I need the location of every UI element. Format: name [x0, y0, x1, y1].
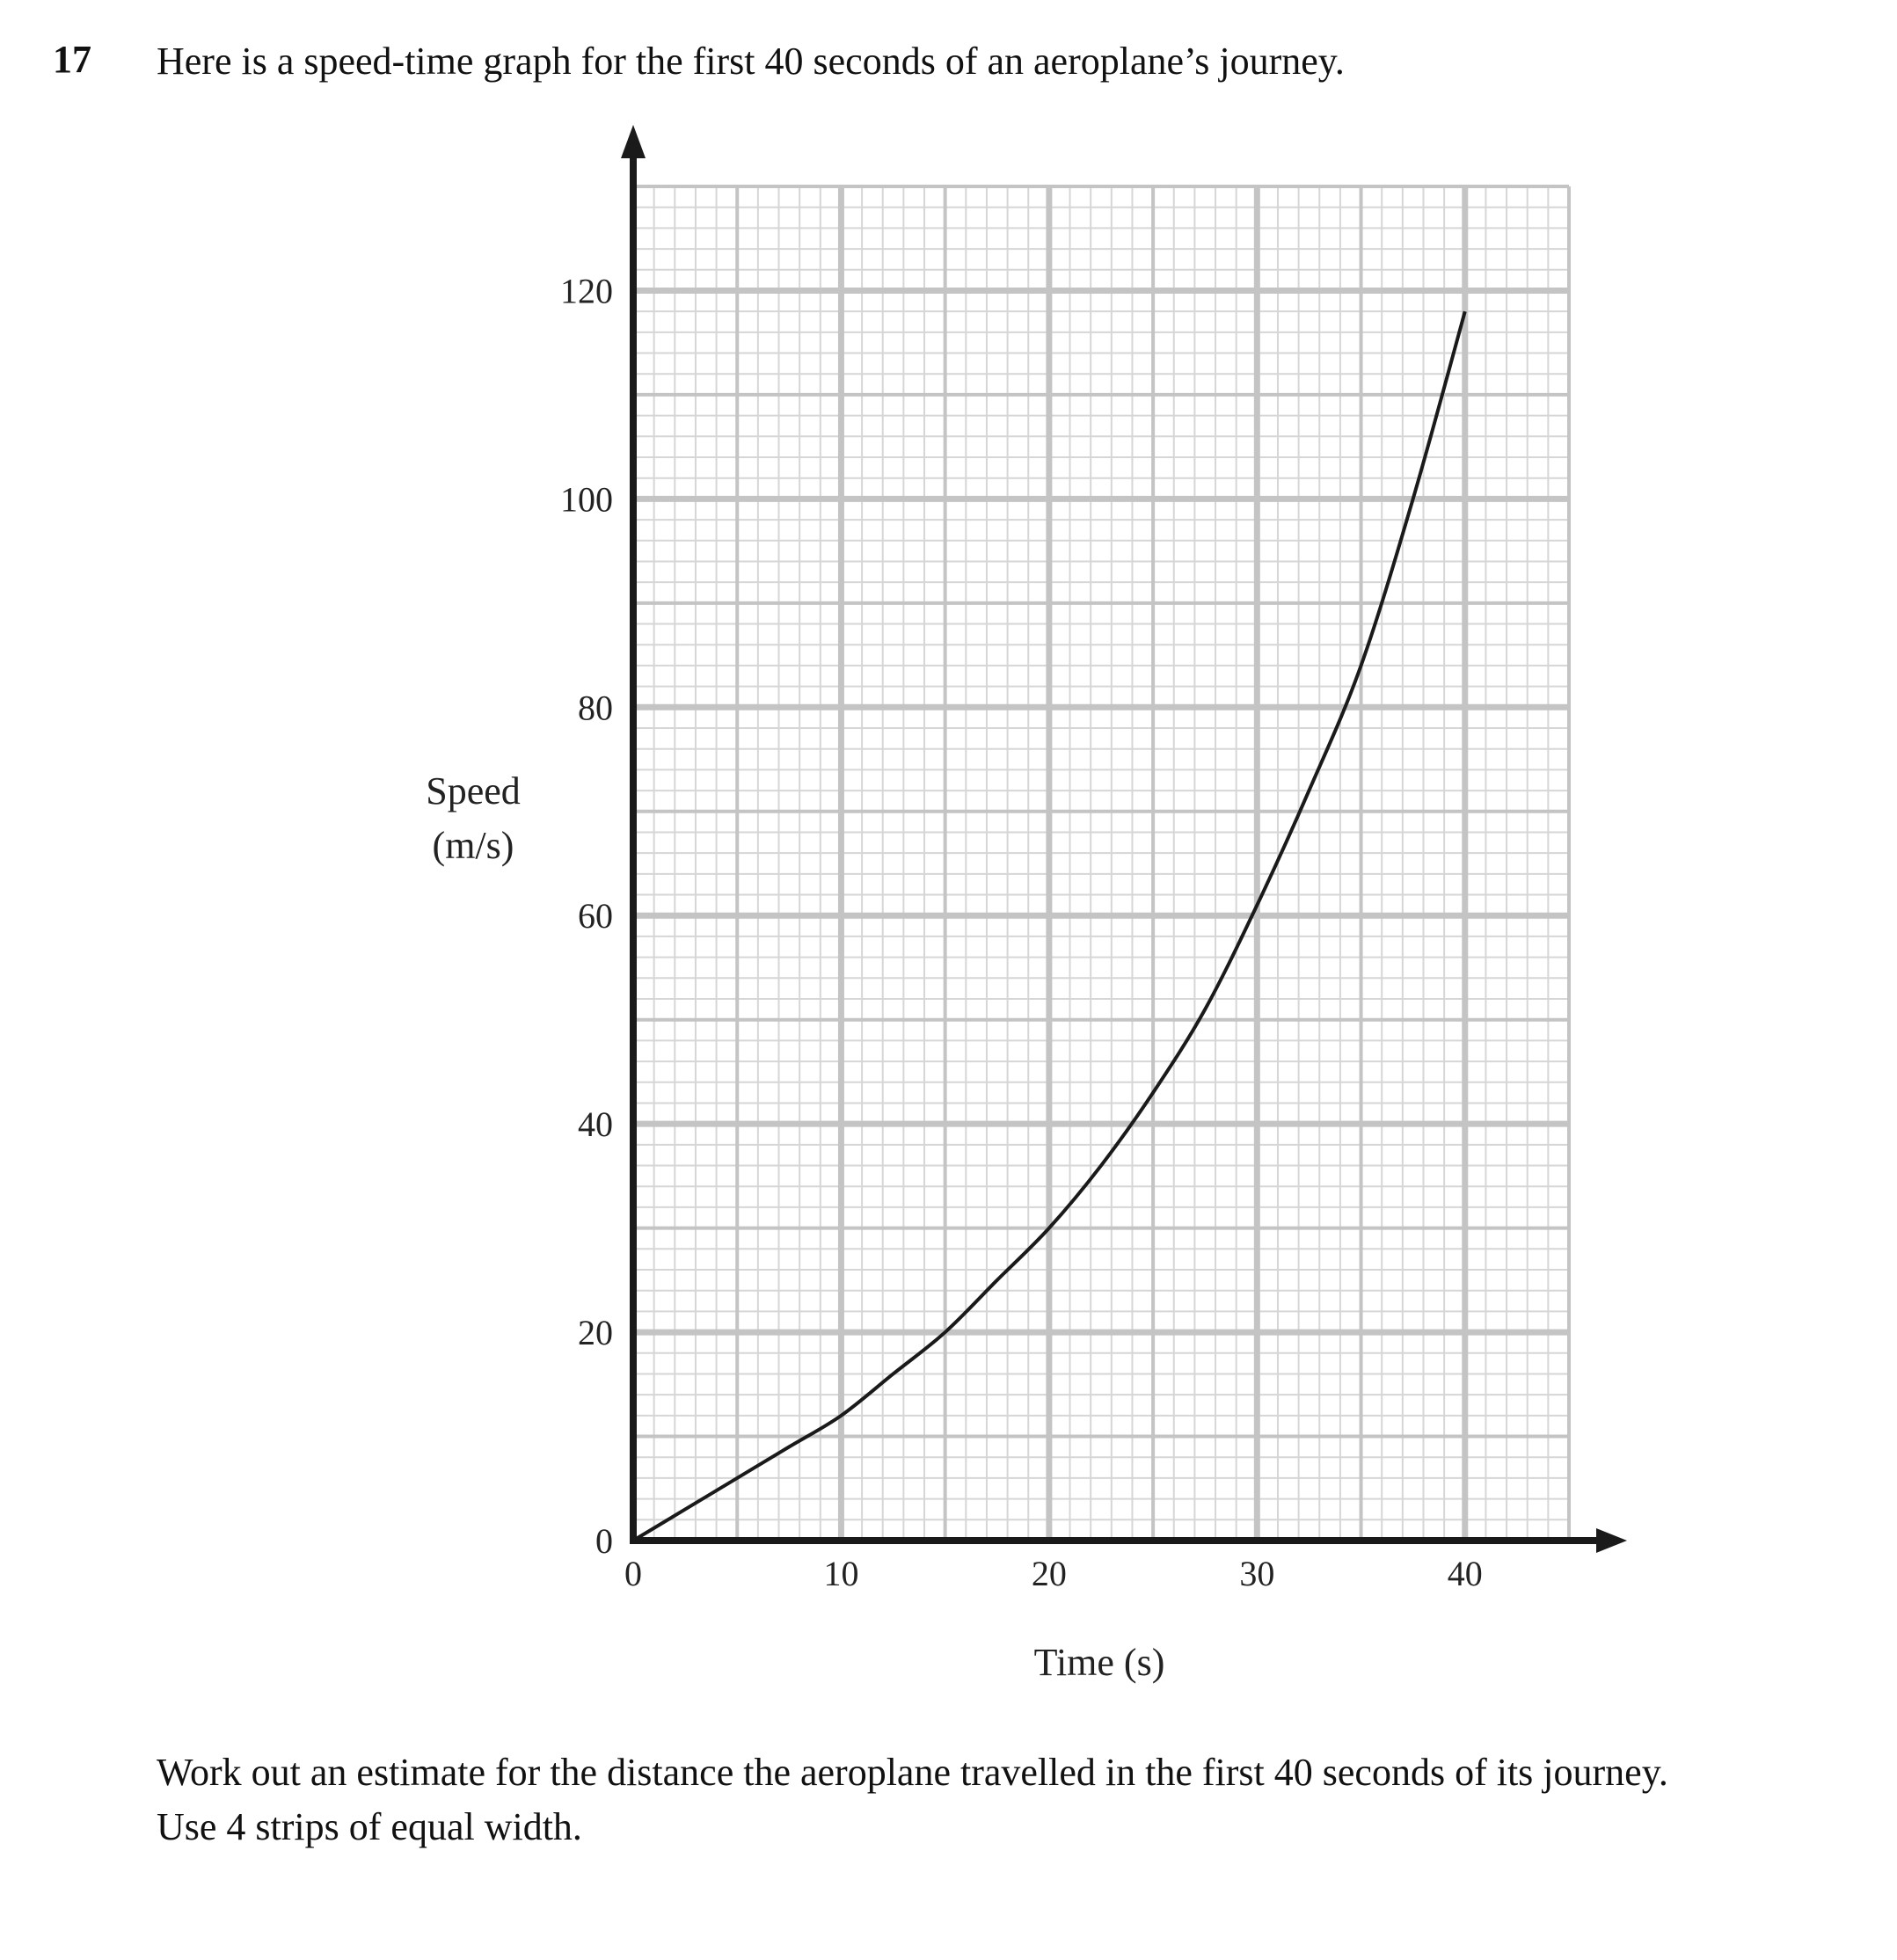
instruction-line-2: Use 4 strips of equal width.: [157, 1805, 582, 1848]
x-axis-title: Time (s): [1033, 1641, 1165, 1684]
x-tick-label: 10: [823, 1554, 859, 1593]
y-tick-label: 120: [560, 271, 613, 311]
x-tick-label: 0: [624, 1554, 642, 1593]
y-axis-title-line-1: Speed: [426, 769, 521, 812]
question-number: 17: [53, 38, 91, 81]
y-tick-label: 80: [578, 688, 613, 728]
x-tick-labels: [624, 1554, 1483, 1593]
x-tick-label: 40: [1447, 1554, 1483, 1593]
y-tick-label: 20: [578, 1313, 613, 1353]
instructions: [157, 1745, 1668, 1854]
question-text: Here is a speed-time graph for the first 40 seconds of an aeroplane’s journey.: [157, 40, 1345, 83]
grid-major-lines: [633, 186, 1569, 1541]
instruction-line-1: Work out an estimate for the distance the aeroplane travelled in the first 40 seconds of its journey.: [157, 1751, 1668, 1794]
x-axis-arrow: [1596, 1528, 1627, 1553]
y-tick-label: 60: [578, 896, 613, 936]
y-tick-label: 0: [595, 1521, 613, 1561]
y-axis-title-line-2: (m/s): [432, 824, 514, 867]
y-tick-labels: [560, 271, 613, 1561]
y-tick-label: 100: [560, 479, 613, 520]
x-tick-label: 30: [1239, 1554, 1275, 1593]
y-axis-arrow: [621, 125, 646, 158]
y-tick-label: 40: [578, 1104, 613, 1145]
x-tick-label: 20: [1031, 1554, 1067, 1593]
axes: [621, 125, 1627, 1553]
grid-minor-lines: [633, 186, 1569, 1541]
